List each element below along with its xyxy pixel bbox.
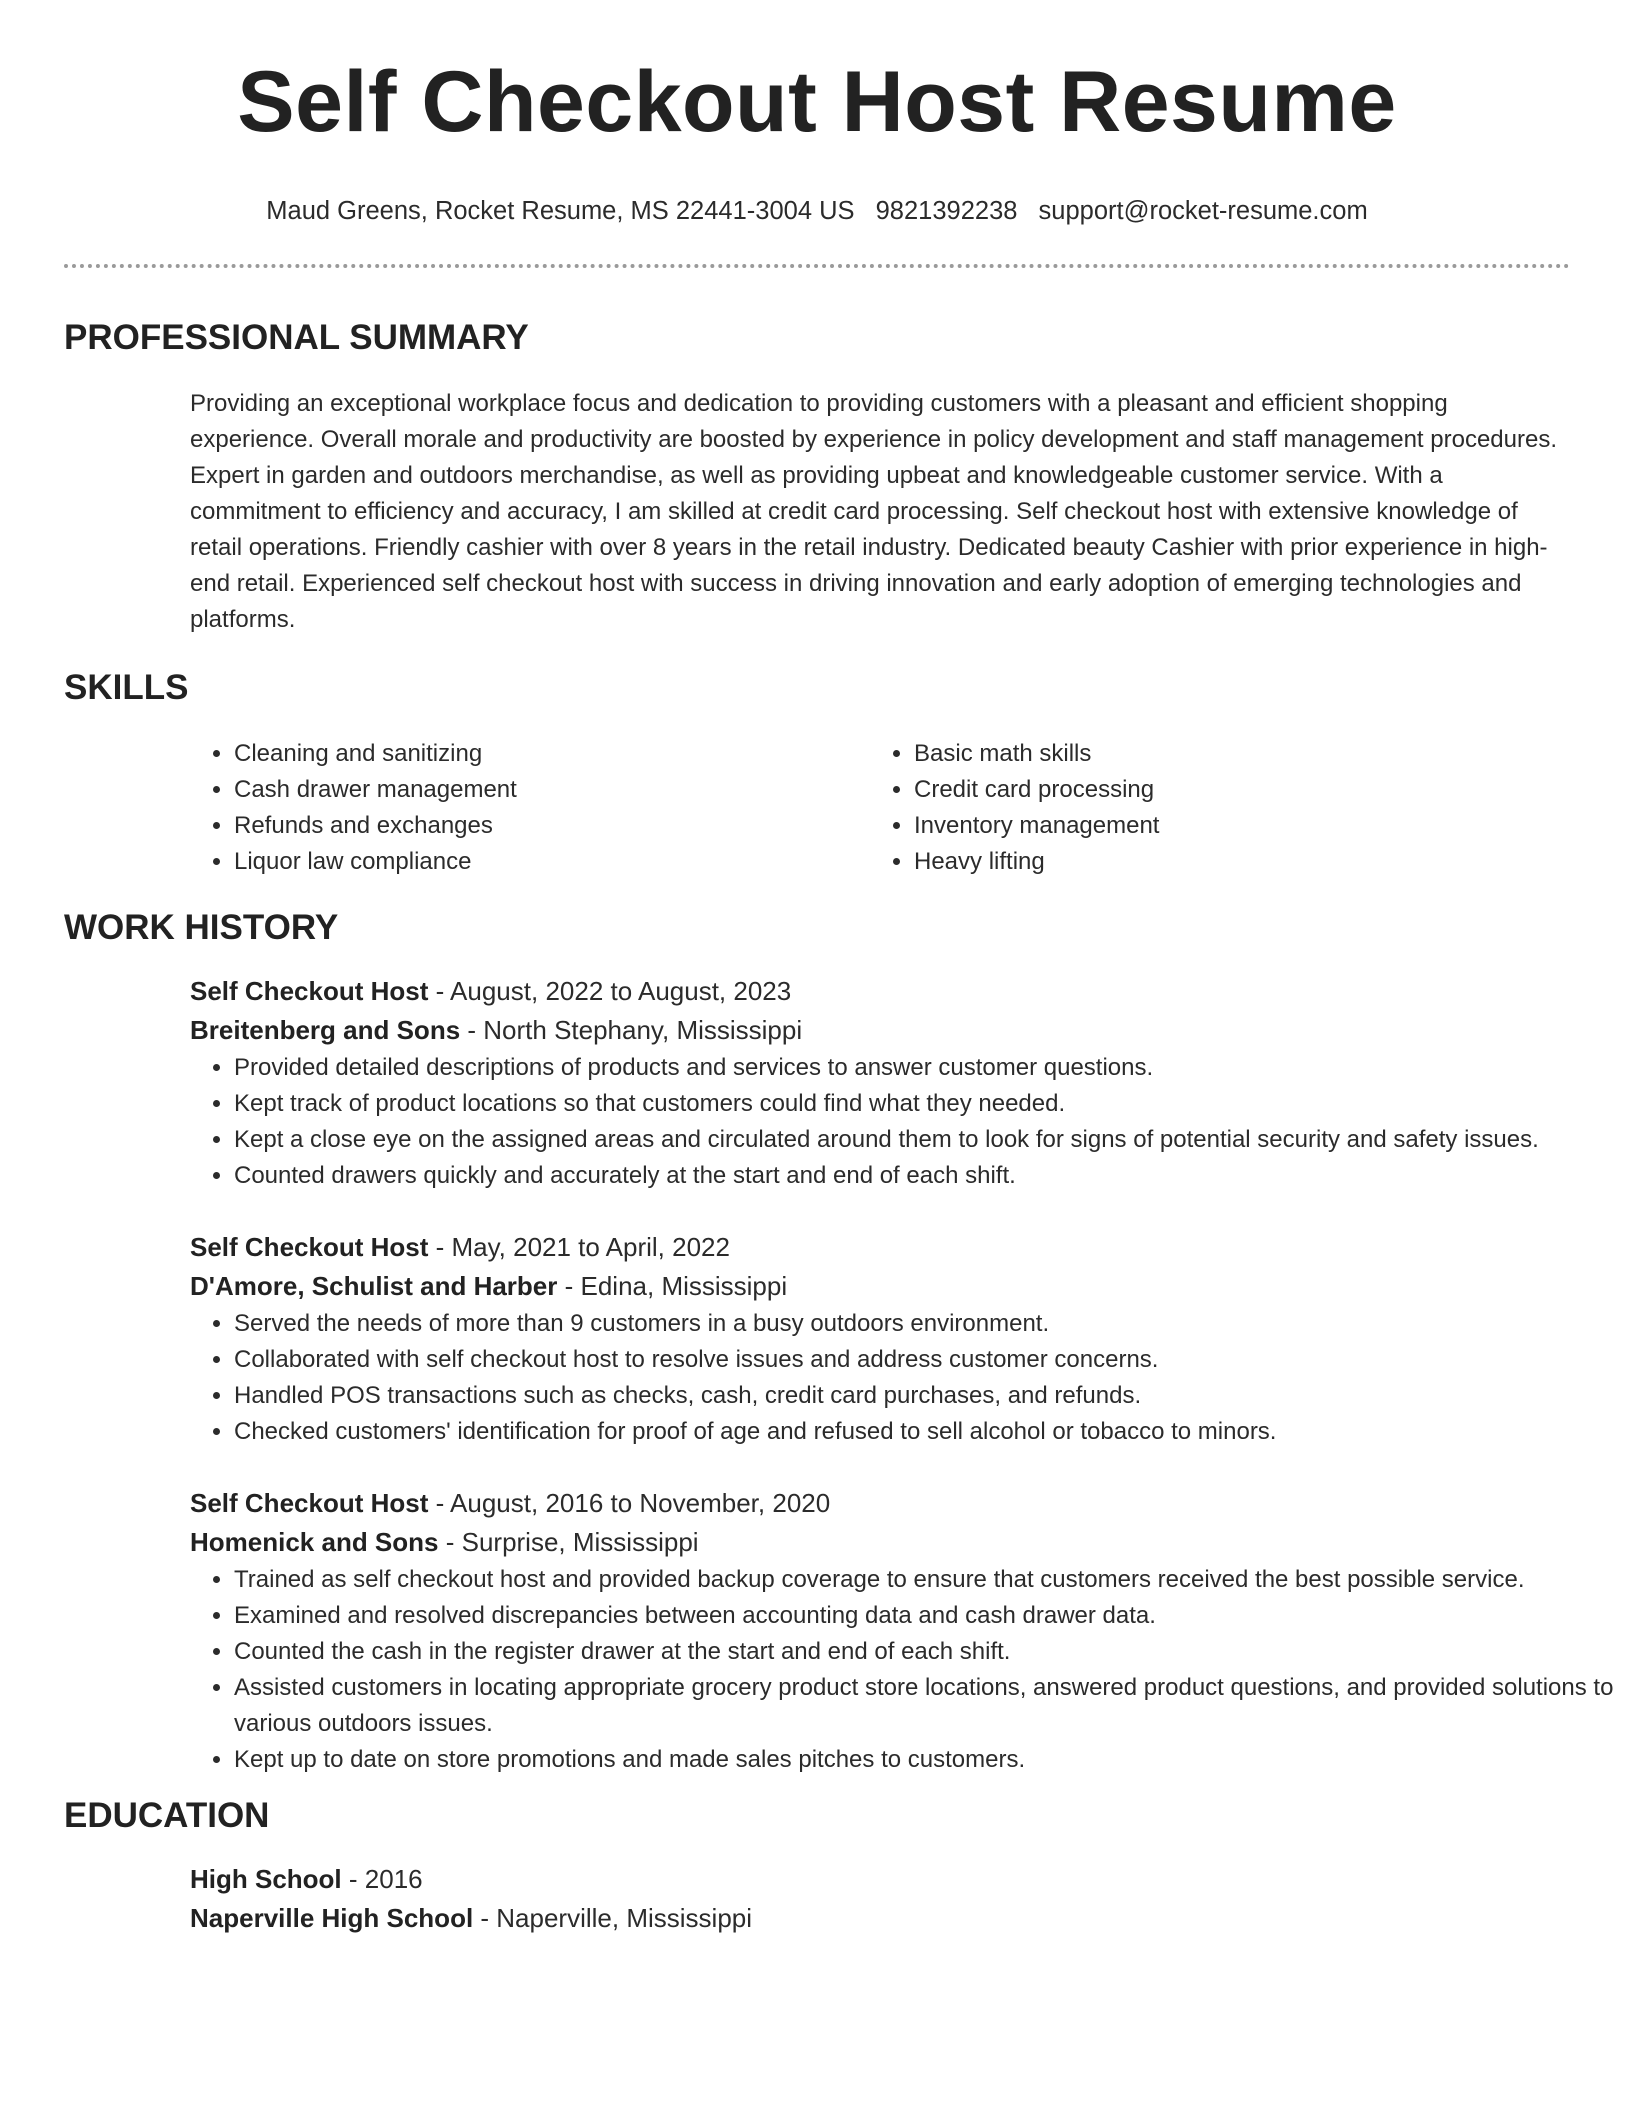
job-duty: • Counted drawers quickly and accurately at the start and end of each shift. <box>234 1158 1614 1194</box>
skills-section <box>64 666 1570 880</box>
header-divider <box>64 264 1570 268</box>
job-role: Self Checkout Host <box>190 1488 429 1518</box>
skill-item: • Inventory management <box>914 808 1550 844</box>
job-role-line <box>190 1484 1570 1523</box>
job-company-line <box>190 1523 1570 1562</box>
skills-heading: SKILLS <box>64 668 189 707</box>
education-location: - Naperville, Mississippi <box>473 1903 753 1933</box>
job-location: - North Stephany, Mississippi <box>460 1015 803 1045</box>
job-dates: - August, 2022 to August, 2023 <box>428 976 792 1006</box>
job-duties <box>190 1306 1614 1450</box>
contact-email: support@rocket-resume.com <box>1038 197 1368 225</box>
skill-item: • Liquor law compliance <box>234 844 870 880</box>
contact-address: Maud Greens, Rocket Resume, MS 22441-3004 US <box>266 197 855 225</box>
job-duty: • Collaborated with self checkout host to resolve issues and address customer concerns. <box>234 1342 1614 1378</box>
resume-title: Self Checkout Host Resume <box>237 54 1397 150</box>
job-company: Breitenberg and Sons <box>190 1015 461 1045</box>
job-duty: • Examined and resolved discrepancies between accounting data and cash drawer data. <box>234 1598 1614 1634</box>
job-company: Homenick and Sons <box>190 1527 439 1557</box>
education-year: - 2016 <box>341 1864 423 1894</box>
job-company-line <box>190 1267 1570 1306</box>
job-role: Self Checkout Host <box>190 976 429 1006</box>
skill-item: • Heavy lifting <box>914 844 1550 880</box>
skill-item: • Basic math skills <box>914 736 1550 772</box>
job-location: - Surprise, Mississippi <box>438 1527 699 1557</box>
job-role-line <box>190 972 1570 1011</box>
skills-grid <box>190 736 1570 880</box>
job-dates: - August, 2016 to November, 2020 <box>428 1488 831 1518</box>
skill-item: • Cash drawer management <box>234 772 870 808</box>
job-dates: - May, 2021 to April, 2022 <box>428 1232 730 1262</box>
job-role: Self Checkout Host <box>190 1232 429 1262</box>
summary-text: Providing an exceptional workplace focus and dedication to providing customers with a pleasant and efficient shopping experience. Overall morale and productivity are boosted by experience in policy development and staff management procedures. Expert in garden and outdoors merchandise, as well as providing upbeat and knowledgeable customer service. With a commitment to efficiency and accuracy, I am skilled at credit card processing. Self checkout host with extensive knowledge of retail operations. Friendly cashier with over 8 years in the retail industry. Dedicated beauty Cashier with prior experience in high-end retail. Experienced self checkout host with success in driving innovation and early adoption of emerging technologies and platforms. <box>190 390 1558 633</box>
job-duty: • Counted the cash in the register drawer at the start and end of each shift. <box>234 1634 1614 1670</box>
skill-item: • Cleaning and sanitizing <box>234 736 870 772</box>
education-degree: High School <box>190 1864 342 1894</box>
job-duty: • Kept track of product locations so that customers could find what they needed. <box>234 1086 1614 1122</box>
job-duty: • Checked customers' identification for proof of age and refused to sell alcohol or tobacco to minors. <box>234 1414 1614 1450</box>
job-duty: • Assisted customers in locating appropriate grocery product store locations, answered product questions, and provided solutions to various outdoors issues. <box>234 1670 1614 1742</box>
job-duty: • Trained as self checkout host and provided backup coverage to ensure that customers received the best possible service. <box>234 1562 1614 1598</box>
work-history-heading: WORK HISTORY <box>64 908 339 947</box>
education-school: Naperville High School <box>190 1903 474 1933</box>
job-duty: • Provided detailed descriptions of products and services to answer customer questions. <box>234 1050 1614 1086</box>
contact-line <box>64 194 1570 228</box>
job-entry <box>190 972 1570 1194</box>
job-duty: • Kept up to date on store promotions and made sales pitches to customers. <box>234 1742 1614 1778</box>
job-location: - Edina, Mississippi <box>557 1271 788 1301</box>
job-company-line <box>190 1011 1570 1050</box>
skill-item: • Refunds and exchanges <box>234 808 870 844</box>
job-entry <box>190 1228 1570 1450</box>
education-section <box>64 1794 1570 1938</box>
job-duty: • Kept a close eye on the assigned areas and circulated around them to look for signs of potential security and safety issues. <box>234 1122 1614 1158</box>
skills-column-right <box>870 736 1550 880</box>
work-history-section <box>64 906 1614 1778</box>
job-duties <box>190 1050 1614 1194</box>
summary-heading: PROFESSIONAL SUMMARY <box>64 318 529 357</box>
contact-phone: 9821392238 <box>875 197 1018 225</box>
job-company: D'Amore, Schulist and Harber <box>190 1271 558 1301</box>
skill-item: • Credit card processing <box>914 772 1550 808</box>
education-heading: EDUCATION <box>64 1796 270 1835</box>
job-role-line <box>190 1228 1570 1267</box>
education-entry <box>190 1860 1570 1938</box>
education-degree-line <box>190 1860 1570 1899</box>
skills-column-left <box>190 736 870 880</box>
job-entry <box>190 1484 1614 1778</box>
education-school-line <box>190 1899 1570 1938</box>
job-duty: • Served the needs of more than 9 customers in a busy outdoors environment. <box>234 1306 1614 1342</box>
resume-page <box>64 0 1614 1938</box>
summary-section <box>64 316 1570 638</box>
job-duty: • Handled POS transactions such as checks, cash, credit card purchases, and refunds. <box>234 1378 1614 1414</box>
job-duties <box>190 1562 1614 1778</box>
